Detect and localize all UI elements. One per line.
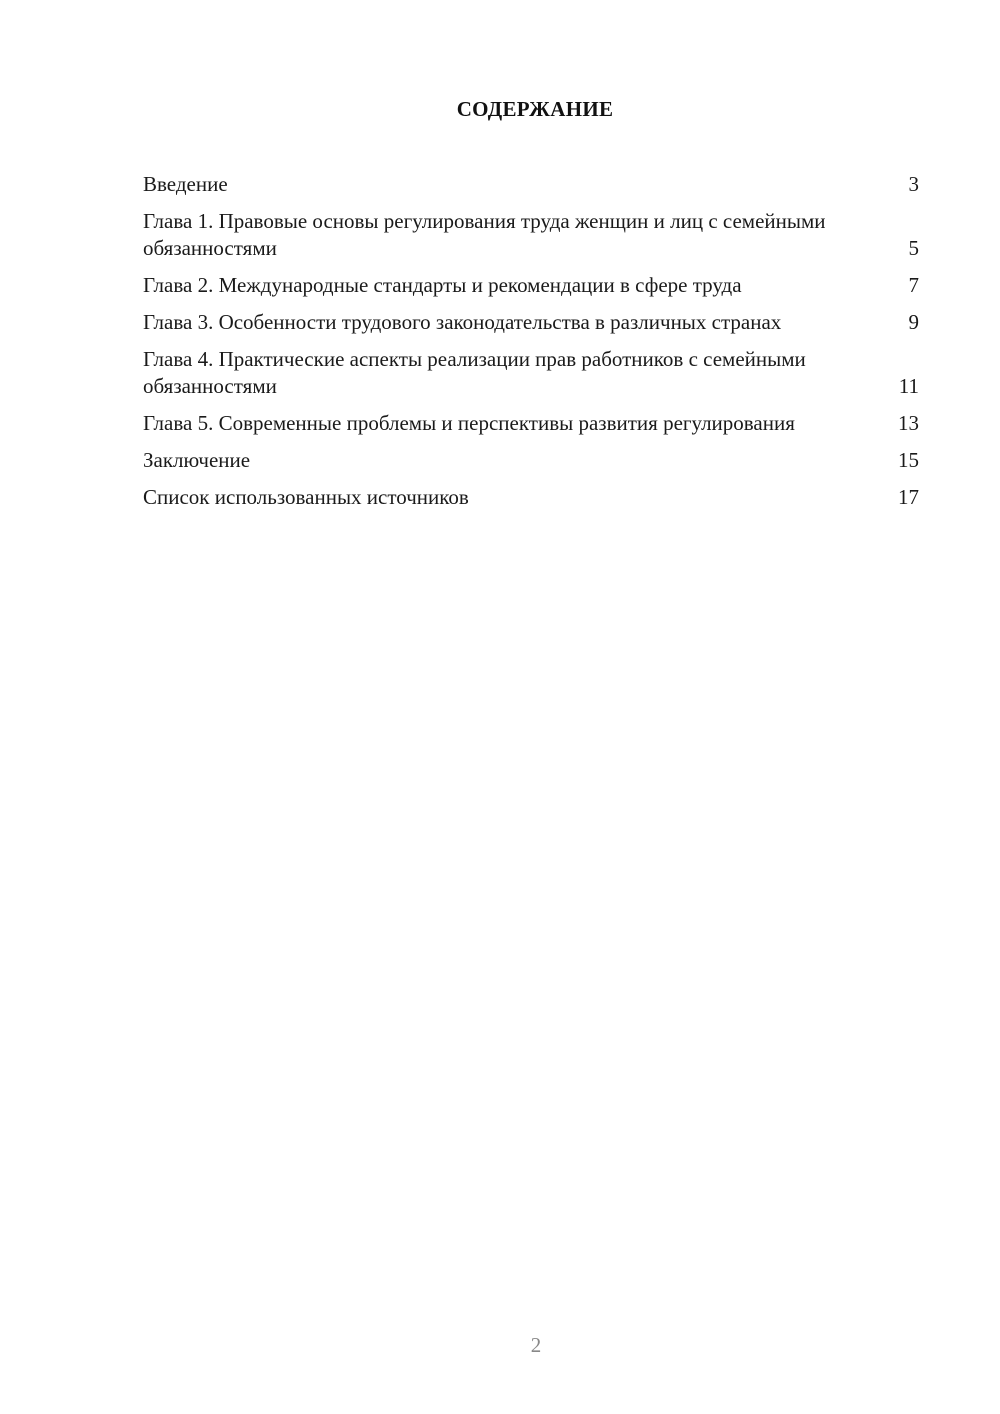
page-title: СОДЕРЖАНИЕ — [456, 97, 614, 121]
toc-entry-chapter-3 — [143, 309, 919, 336]
toc-entry-page: 11 — [898, 374, 919, 398]
toc-entry-chapter-1 — [143, 208, 919, 262]
toc-entry-label: Глава 5. Современные проблемы и перспективы развития регулирования — [143, 411, 795, 435]
page-number: 2 — [530, 1333, 542, 1357]
toc-entry-label: Список использованных источников — [143, 485, 469, 509]
toc-entry-page: 3 — [908, 172, 919, 196]
toc-entry-label: Заключение — [143, 448, 251, 472]
toc-entry-references — [143, 484, 919, 511]
toc-entry-page: 15 — [898, 448, 919, 472]
toc-entry-label: Глава 1. Правовые основы регулирования труда женщин и лиц с семейными обязанностями — [143, 209, 826, 260]
toc-entry-label: Глава 2. Международные стандарты и рекомендации в сфере труда — [143, 273, 742, 297]
toc-entry-label: Глава 3. Особенности трудового законодательства в различных странах — [143, 310, 782, 334]
toc-entry-conclusion — [143, 447, 919, 474]
toc-entry-chapter-2 — [143, 272, 919, 299]
toc-entry-page: 13 — [898, 411, 919, 435]
toc-entry-page: 17 — [898, 485, 919, 509]
table-of-contents — [143, 171, 919, 521]
toc-entry-chapter-5 — [143, 410, 919, 437]
toc-entry-chapter-4 — [143, 346, 919, 400]
toc-entry-page: 5 — [908, 236, 919, 260]
toc-entry-introduction — [143, 171, 919, 198]
toc-entry-label: Введение — [143, 172, 228, 196]
toc-entry-page: 9 — [908, 310, 919, 334]
toc-entry-page: 7 — [908, 273, 919, 297]
toc-entry-label: Глава 4. Практические аспекты реализации прав работников с семейными обязанностями — [143, 347, 806, 398]
